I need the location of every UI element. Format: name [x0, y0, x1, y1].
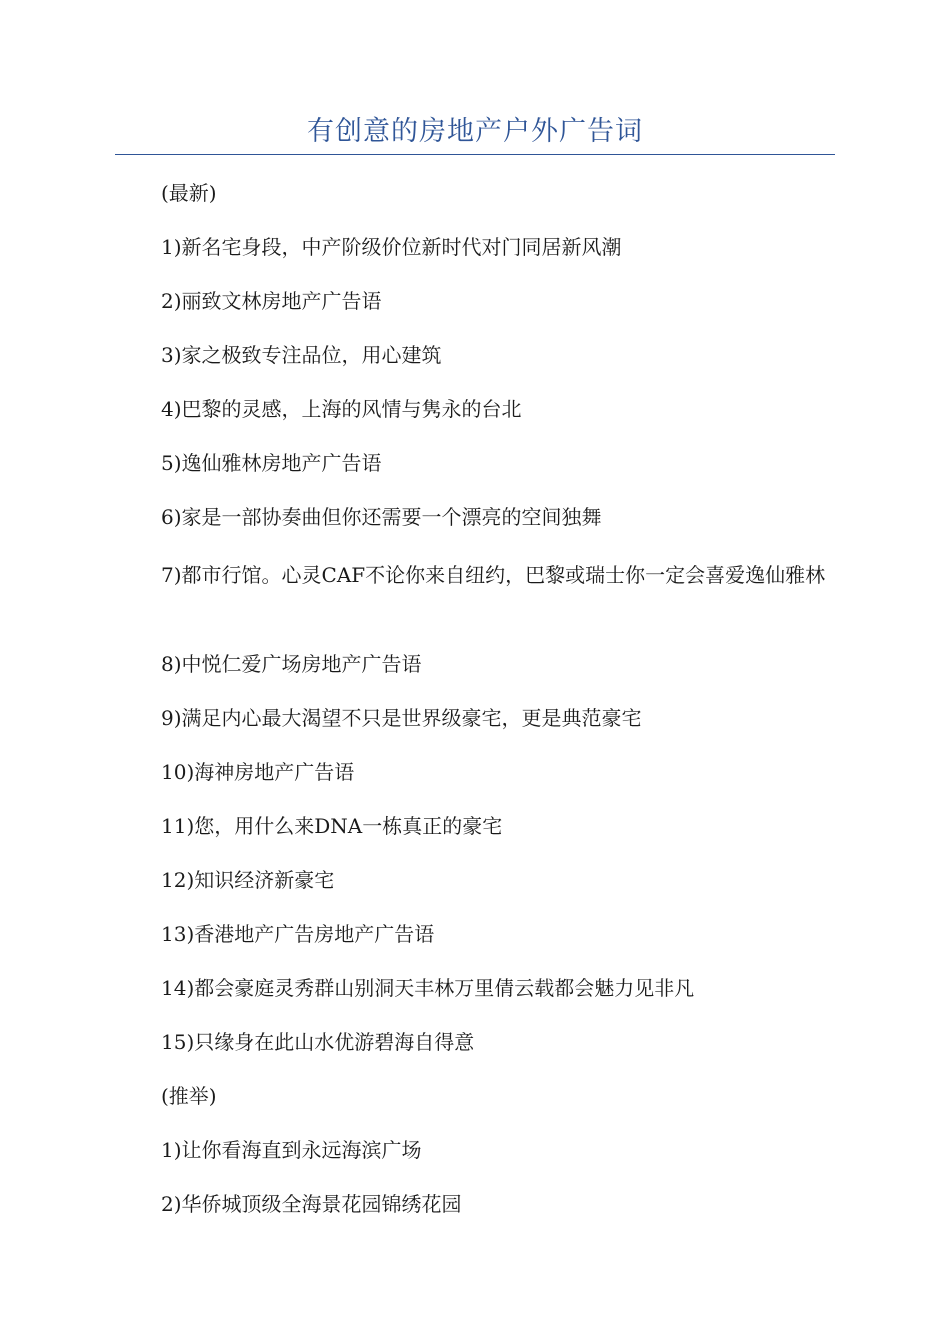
paragraph: 10)海神房地产广告语	[161, 760, 355, 784]
paragraph: 5)逸仙雅林房地产广告语	[161, 451, 382, 475]
paragraph: (最新)	[161, 181, 217, 205]
document-title: 有创意的房地产户外广告词	[307, 116, 643, 147]
paragraph: 11)您，用什么来DNA一栋真正的豪宅	[161, 814, 503, 838]
paragraph: 13)香港地产广告房地产广告语	[161, 922, 435, 946]
paragraph: 6)家是一部协奏曲但你还需要一个漂亮的空间独舞	[161, 505, 602, 529]
paragraph: 7)都市行馆。心灵CAF不论你来自纽约，巴黎或瑞士你一定会喜爱逸仙雅林	[161, 563, 826, 587]
paragraph: 1)让你看海直到永远海滨广场	[161, 1138, 422, 1162]
paragraph: 2)华侨城顶级全海景花园锦绣花园	[161, 1192, 462, 1216]
paragraph: 9)满足内心最大渴望不只是世界级豪宅，更是典范豪宅	[161, 706, 642, 730]
paragraph: 12)知识经济新豪宅	[161, 868, 335, 892]
paragraph: 2)丽致文林房地产广告语	[161, 289, 382, 313]
title-underline	[115, 154, 835, 155]
paragraph: (推举)	[161, 1084, 217, 1108]
paragraph: 1)新名宅身段，中产阶级价位新时代对门同居新风潮	[161, 235, 622, 259]
paragraph: 14)都会豪庭灵秀群山别洞天丰林万里倩云载都会魅力见非凡	[161, 976, 695, 1000]
paragraph: 15)只缘身在此山水优游碧海自得意	[161, 1030, 475, 1054]
paragraph: 3)家之极致专注品位，用心建筑	[161, 343, 442, 367]
paragraph: 8)中悦仁爱广场房地产广告语	[161, 652, 422, 676]
paragraph: 4)巴黎的灵感，上海的风情与隽永的台北	[161, 397, 522, 421]
